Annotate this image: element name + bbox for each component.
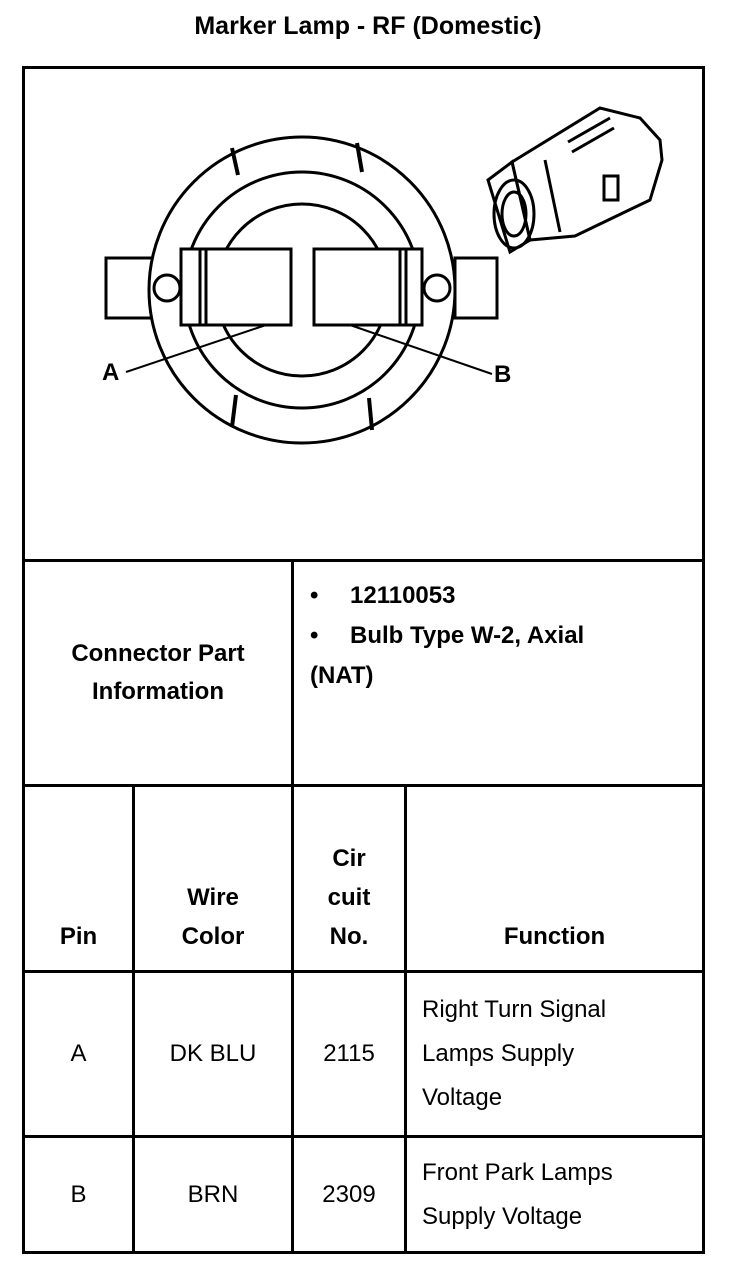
header-function [407, 787, 702, 970]
row-a-wire-color [135, 973, 291, 1135]
table-cell: 2115 [323, 1040, 375, 1067]
function-line: Right Turn Signal [422, 996, 607, 1023]
table-cell: 2309 [322, 1180, 376, 1208]
table-cell: BRN [187, 1180, 239, 1208]
header-circuit-line1: Cir [332, 845, 366, 872]
row-b-wire-color [135, 1138, 291, 1251]
connector-part-continuation: (NAT) [310, 662, 374, 689]
row-b-circuit [294, 1138, 404, 1251]
connector-part-item [310, 616, 690, 656]
pin-label-a: A [102, 359, 120, 386]
header-function-text: Function [503, 923, 606, 950]
page-title: Marker Lamp - RF (Domestic) [194, 12, 542, 40]
connector-label-line2: Information [91, 678, 224, 705]
table-cell: A [70, 1040, 87, 1067]
divider-cpi-column [291, 562, 294, 784]
part-number: 12110053 [350, 582, 456, 609]
bulb-type: Bulb Type W-2, Axial [350, 622, 585, 649]
connector-face-drawing [25, 69, 702, 559]
header-circuit-line2: cuit [327, 884, 371, 911]
pin-label-b: B [494, 361, 512, 388]
row-a-function [422, 973, 697, 1135]
function-line: Supply Voltage [422, 1202, 583, 1230]
header-wire-line2: Color [181, 923, 245, 950]
header-wire-color [135, 787, 291, 970]
table-cell: B [70, 1180, 87, 1208]
header-circuit-number [294, 787, 404, 970]
bullet-icon: • [310, 622, 319, 649]
row-a-pin [25, 973, 132, 1135]
table-cell: DK BLU [169, 1040, 257, 1067]
header-wire-line1: Wire [187, 884, 239, 911]
row-b-pin [25, 1138, 132, 1251]
connector-part-list [310, 576, 690, 696]
function-line: Lamps Supply [422, 1040, 575, 1067]
header-pin-text: Pin [59, 923, 98, 950]
function-line: Front Park Lamps [422, 1158, 613, 1186]
row-a-circuit [294, 973, 404, 1135]
header-pin [25, 787, 132, 970]
connector-label-line1: Connector Part [71, 640, 245, 667]
connector-part-item [310, 576, 690, 616]
header-circuit-line3: No. [329, 923, 369, 950]
function-line: Voltage [422, 1084, 503, 1111]
connector-diagram [25, 69, 702, 559]
bullet-icon: • [310, 582, 319, 609]
connector-part-information-label [25, 562, 291, 784]
row-b-function [422, 1138, 697, 1251]
